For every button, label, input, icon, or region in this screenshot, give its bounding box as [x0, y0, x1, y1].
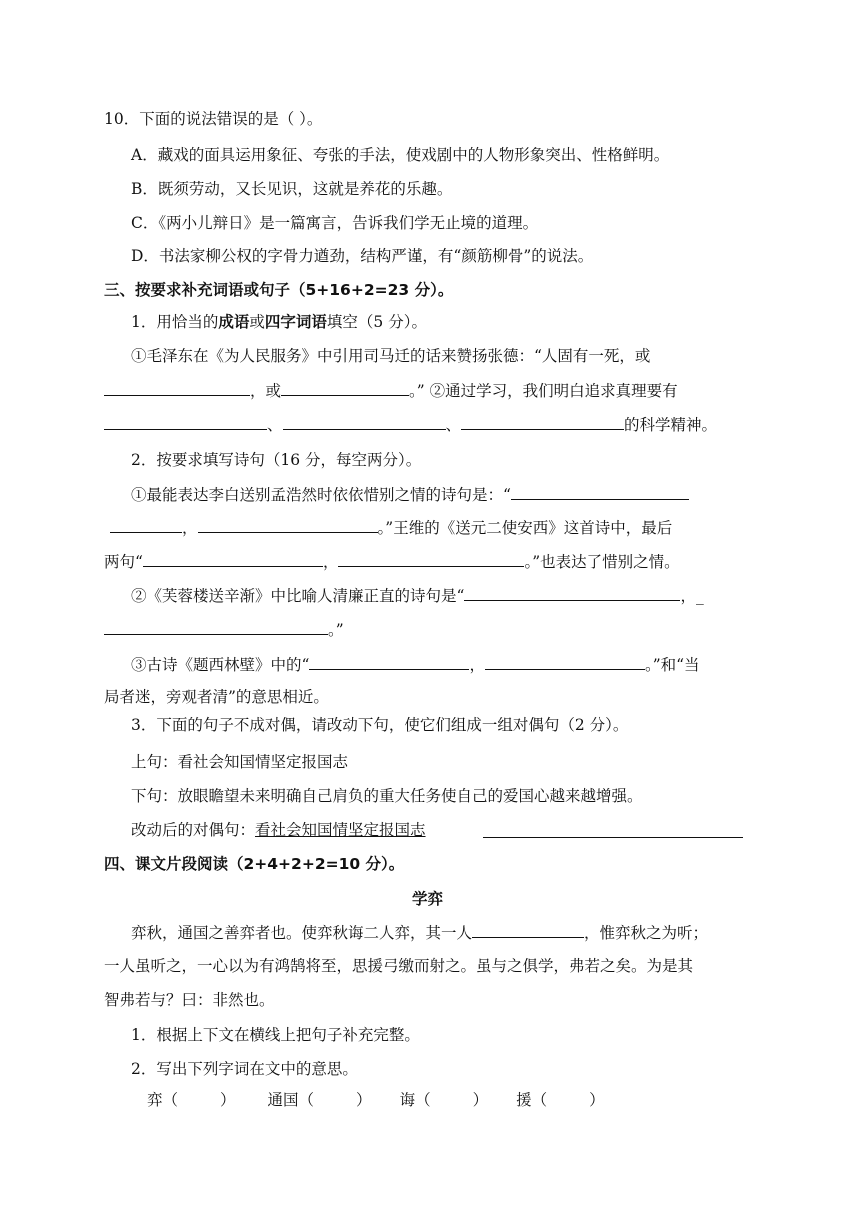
- passage-title: 学弈: [412, 890, 444, 908]
- passage-line-3: 智弗若与？曰：非然也。: [104, 991, 275, 1009]
- answer-blank[interactable]: [472, 922, 584, 938]
- word-meanings: 弈（ ） 通国（ ） 诲（ ） 援（ ）: [147, 1091, 605, 1109]
- q10-option-b: B．既须劳动，又长见识，这就是养花的乐趣。: [131, 180, 453, 198]
- answer-blank[interactable]: [338, 551, 524, 567]
- answer-blank[interactable]: [461, 414, 624, 430]
- answer-blank[interactable]: [104, 414, 267, 430]
- sec4-q2: 2．写出下列字词在文中的意思。: [131, 1060, 358, 1078]
- sec3-q1: 1．用恰当的成语或四字词语填空（5 分）。: [131, 313, 427, 331]
- sec4-q1: 1．根据上下文在横线上把句子补充完整。: [131, 1026, 420, 1044]
- answer-blank[interactable]: [464, 585, 680, 601]
- sec3-q2-p2: ②《芙蓉楼送辛渐》中比喻人清廉正直的诗句是“ ，_: [131, 587, 704, 605]
- sec3-q2-p1: ①最能表达李白送别孟浩然时依依惜别之情的诗句是：“: [131, 484, 689, 505]
- q10-option-a: A．藏戏的面具运用象征、夸张的手法，使戏剧中的人物形象突出、性格鲜明。: [131, 146, 670, 164]
- sec3-q2-p1c: 两句“ ， 。”也表达了惜别之情。: [104, 553, 680, 571]
- sec3-q1-line2: ，或 。” ②通过学习，我们明白追求真理要有: [104, 380, 678, 401]
- sec3-q3: 3．下面的句子不成对偶，请改动下句，使它们组成一组对偶句（2 分）。: [131, 716, 629, 734]
- sec3-q1-line1: ①毛泽东在《为人民服务》中引用司马迁的话来赞扬张德：“人固有一死，或: [131, 347, 651, 365]
- q10-option-d: D．书法家柳公权的字骨力遒劲，结构严谨，有“颜筋柳骨”的说法。: [131, 247, 594, 265]
- sec3-q2: 2．按要求填写诗句（16 分，每空两分）。: [131, 451, 422, 469]
- answer-blank[interactable]: [483, 822, 743, 838]
- answer-blank[interactable]: [511, 484, 689, 500]
- section-4-heading: 四、课文片段阅读（2+4+2+2=10 分）。: [104, 855, 405, 873]
- answer-blank[interactable]: [283, 414, 446, 430]
- sec3-q3-up: 上句：看社会知国情坚定报国志: [131, 753, 349, 771]
- answer-blank[interactable]: [309, 654, 469, 670]
- sec3-q2-p3: ③古诗《题西林壁》中的“ ， 。”和“当: [131, 656, 700, 674]
- sec3-q3-revised: 改动后的对偶句：看社会知国情坚定报国志: [131, 821, 426, 839]
- answer-blank[interactable]: [143, 551, 323, 567]
- passage-line-1: 弈秋，通国之善弈者也。使弈秋诲二人弈，其一人 ，惟弈秋之为听；: [131, 924, 709, 942]
- sec3-q2-p3b: 局者迷，旁观者清”的意思相近。: [104, 688, 329, 706]
- section-3-heading: 三、按要求补充词语或句子（5+16+2=23 分）。: [104, 281, 454, 299]
- sec3-q1-line3: 、 、 的科学精神。: [104, 414, 717, 435]
- passage-line-2: 一人虽听之，一心以为有鸿鹄将至，思援弓缴而射之。虽与之俱学，弗若之矣。为是其: [104, 957, 694, 975]
- sec3-q2-p1b: ， 。”王维的《送元二使安西》这首诗中，最后: [110, 517, 672, 538]
- sec3-q3-down: 下句：放眼瞻望未来明确自己肩负的重大任务使自己的爱国心越来越增强。: [131, 787, 643, 805]
- q10-stem: 10．下面的说法错误的是（ ）。: [104, 110, 323, 128]
- sec3-q2-p2b: 。”: [104, 619, 344, 640]
- answer-blank[interactable]: [104, 619, 328, 635]
- answer-blank[interactable]: [104, 380, 250, 396]
- answer-blank[interactable]: [485, 654, 645, 670]
- q10-option-c: C．《两小儿辩日》是一篇寓言，告诉我们学无止境的道理。: [131, 214, 539, 232]
- answer-blank[interactable]: [281, 380, 409, 396]
- answer-blank[interactable]: [198, 517, 378, 533]
- answer-blank[interactable]: [110, 517, 182, 533]
